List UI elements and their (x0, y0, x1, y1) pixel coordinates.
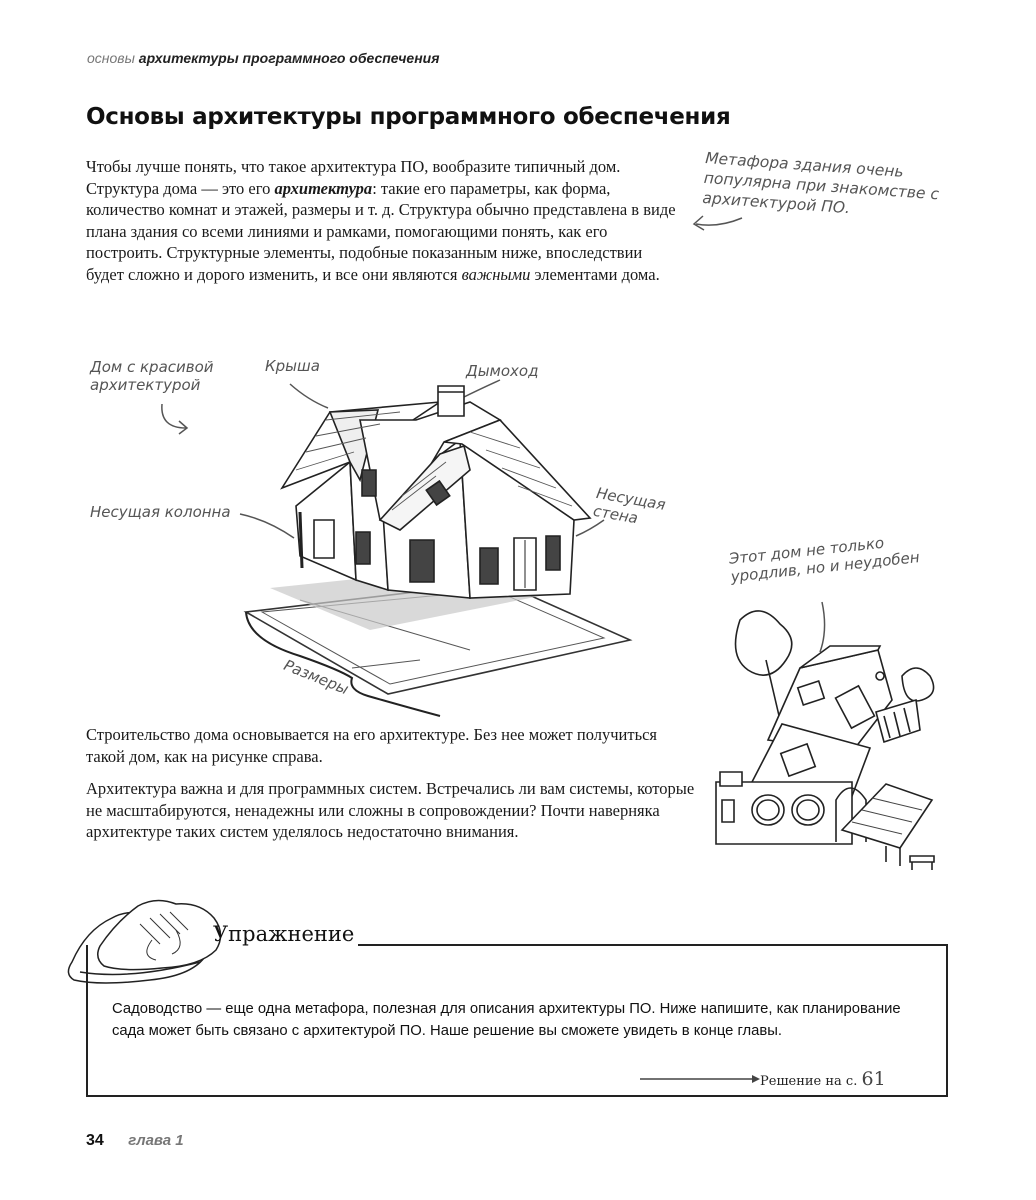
ugly-arrow-icon (820, 602, 825, 652)
label-column: Несущая колонна (90, 503, 231, 521)
intro-italic-term: важными (461, 264, 531, 284)
side-note-arrowhead-icon (694, 216, 704, 230)
page-number: 34 (86, 1132, 104, 1149)
answer-prefix: Решение на с. (760, 1074, 858, 1089)
page-footer (86, 1132, 184, 1150)
answer-page: 61 (861, 1068, 886, 1090)
wall-arrow-icon (576, 520, 604, 536)
chapter-label: глава 1 (128, 1132, 184, 1149)
label-wall: Несущая стена (591, 484, 667, 528)
intro-text-1: Чтобы лучше понять, что такое архитектура ПО, вообразите типичный дом. Структура дома — это его (86, 157, 621, 198)
exercise-text: Садоводство — еще одна метафора, полезная для описания архитектуры ПО. Ниже напишите, как планирование сада может быть связано с архитектурой ПО. Наше решение вы сможете увидеть в конце главы. (112, 1001, 901, 1039)
ugly-house-illustration (716, 611, 934, 870)
paragraph-3: Архитектура важна и для программных систем. Встречались ли вам системы, которые не масштабируются, ненадежны или сложны в сопровождении? Почти наверняка архитектуре таких систем уделялось недостаточно внимания. (86, 779, 695, 842)
side-note: Метафора здания очень популярна при знакомстве с архитектурой ПО. (701, 148, 940, 218)
label-chimney: Дымоход (466, 362, 539, 380)
side-note-arrow-icon (696, 218, 742, 225)
page-title: Основы архитектуры программного обеспечения (86, 104, 731, 130)
label-roof: Крыша (265, 357, 320, 375)
running-head-section: основы (87, 50, 135, 66)
label-ugly-house: Этот дом не только уродлив, но и неудобен (728, 533, 921, 586)
column-arrow-icon (240, 514, 294, 538)
exercise-title: Упражнение (213, 922, 355, 946)
answer-reference (760, 1068, 886, 1090)
running-head-title: архитектуры программного обеспечения (138, 50, 440, 66)
label-size: Размеры (281, 656, 352, 699)
intro-text-3: элементами дома. (530, 264, 660, 284)
intro-bold-term: архитектура (274, 178, 373, 198)
intro-text-2: : такие его параметры, как форма, количество комнат и этажей, размеры и т. д. Структура обычно представлена в виде плана здания со всеми линиями и рамками, помогающими понять, как его построить. Структурные элементы, подобные показанным ниже, впоследствии будет сложно и дорого изменить, и все они являются (86, 178, 676, 284)
roof-arrow-icon (290, 384, 328, 408)
label-house: Дом с красивой архитектурой (90, 358, 214, 394)
paragraph-2: Строительство дома основывается на его архитектуре. Без нее может получиться такой дом, как на рисунке справа. (86, 725, 658, 766)
chimney-arrow-icon (462, 380, 500, 398)
